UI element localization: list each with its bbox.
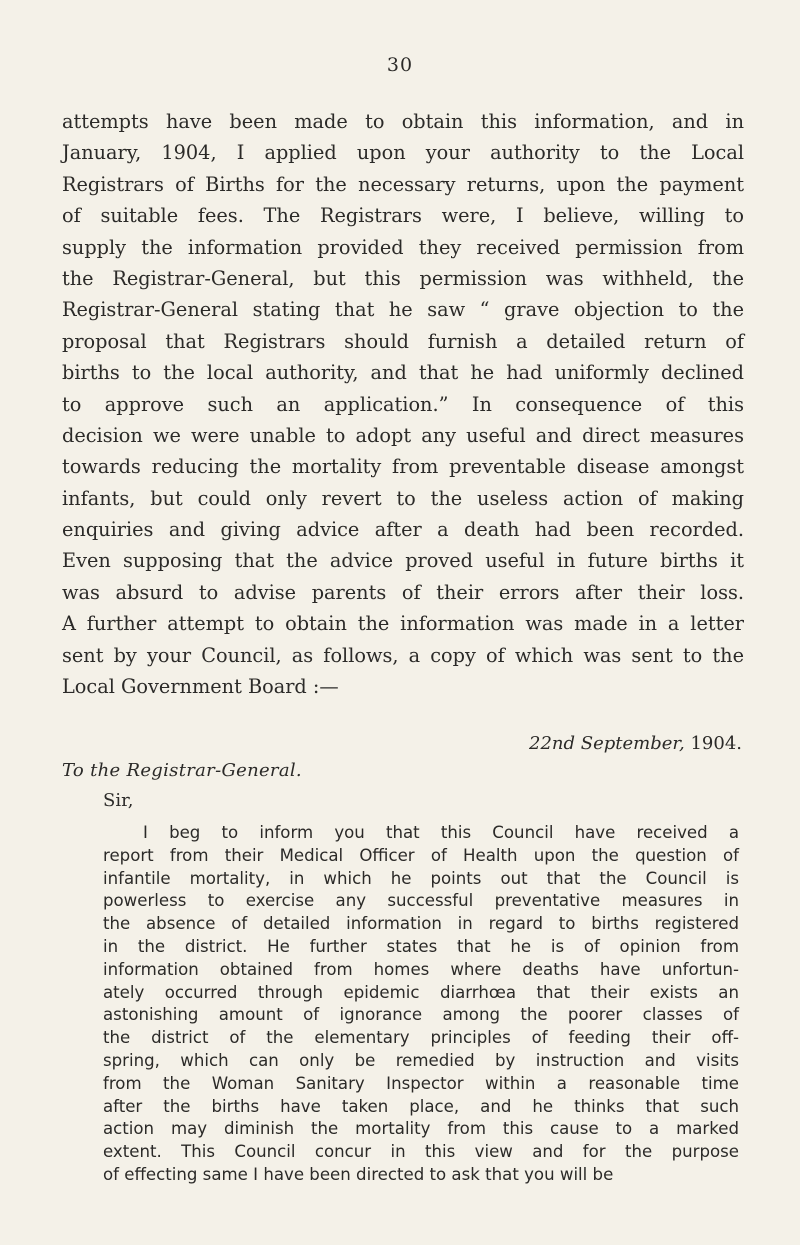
- body-line: proposal that Registrars should furnish a detailed return of: [62, 329, 744, 353]
- body-line: supply the information provided they received permission from: [62, 235, 744, 259]
- letter-line: report from their Medical Officer of Health upon the question of: [103, 845, 739, 865]
- body-line: Registrars of Births for the necessary returns, upon the payment: [62, 172, 744, 196]
- body-line: the Registrar-General, but this permission was withheld, the: [62, 266, 744, 290]
- letter-line: infantile mortality, in which he points out that the Council is: [103, 868, 739, 888]
- body-line: Even supposing that the advice proved useful in future births it: [62, 549, 744, 573]
- letter-line: of effecting same I have been directed to ask that you will be: [103, 1164, 614, 1184]
- body-line: January, 1904, I applied upon your authority to the Local: [62, 141, 744, 165]
- letter-line: the district of the elementary principles of feeding their off-: [103, 1028, 739, 1048]
- body-line: Local Government Board :—: [62, 675, 339, 699]
- body-line: A further attempt to obtain the information was made in a letter: [62, 612, 744, 636]
- letter-line: extent. This Council concur in this view and for the purpose: [103, 1142, 739, 1162]
- letter-line: information obtained from homes where deaths have unfortun-: [103, 959, 739, 979]
- letter-addressee: To the Registrar-General.: [62, 760, 302, 781]
- letter-date-day: 22nd September,: [529, 733, 685, 754]
- letter-line: spring, which can only be remedied by instruction and visits: [103, 1050, 739, 1070]
- letter-date-year: 1904.: [690, 733, 742, 754]
- body-line: attempts have been made to obtain this information, and in: [62, 110, 744, 133]
- letter-line: astonishing amount of ignorance among the poorer classes of: [103, 1005, 739, 1025]
- body-line: was absurd to advise parents of their errors after their loss.: [62, 580, 744, 604]
- page-number: 30: [386, 54, 414, 76]
- letter-line: ately occurred through epidemic diarrhœa that their exists an: [103, 982, 739, 1002]
- letter-line: powerless to exercise any successful preventative measures in: [103, 891, 739, 911]
- letter-line: from the Woman Sanitary Inspector within a reasonable time: [103, 1073, 739, 1093]
- body-line: decision we were unable to adopt any useful and direct measures: [62, 423, 744, 447]
- body-line: births to the local authority, and that he had uniformly declined: [62, 361, 744, 385]
- body-line: enquiries and giving advice after a death had been recorded.: [62, 518, 744, 542]
- letter-line: in the district. He further states that he is of opinion from: [103, 936, 739, 956]
- body-line: of suitable fees. The Registrars were, I believe, willing to: [62, 204, 744, 228]
- letter-body: [103, 822, 739, 1187]
- letter-salutation: Sir,: [103, 790, 134, 811]
- body-line: sent by your Council, as follows, a copy of which was sent to the: [62, 643, 744, 667]
- letter-line: I beg to inform you that this Council have received a: [143, 823, 739, 842]
- letter-line: the absence of detailed information in regard to births registered: [103, 914, 739, 934]
- letter-date: [529, 733, 742, 754]
- body-line: Registrar-General stating that he saw “ grave objection to the: [62, 298, 744, 322]
- body-line: to approve such an application.” In consequence of this: [62, 392, 744, 416]
- body-line: infants, but could only revert to the useless action of making: [62, 486, 744, 510]
- letter-line: action may diminish the mortality from this cause to a marked: [103, 1119, 739, 1139]
- body-paragraph: [62, 106, 744, 702]
- letter-line: after the births have taken place, and he thinks that such: [103, 1096, 739, 1116]
- body-line: towards reducing the mortality from preventable disease amongst: [62, 455, 744, 479]
